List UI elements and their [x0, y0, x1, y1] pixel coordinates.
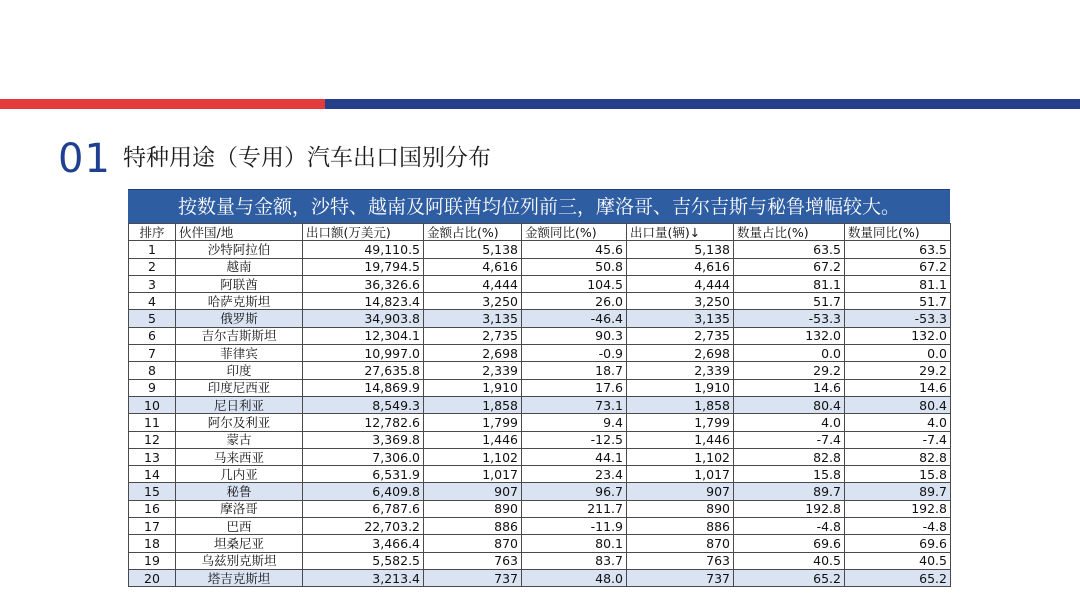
cell-value-yoy: -46.4 [522, 310, 627, 327]
cell-value-yoy: 18.7 [522, 362, 627, 379]
cell-partner: 吉尔吉斯斯坦 [176, 327, 303, 344]
cell-volume-share: 63.5 [734, 241, 845, 258]
cell-value-yoy: 23.4 [522, 466, 627, 483]
table-row [129, 500, 951, 517]
cell-volume-yoy: -7.4 [845, 431, 951, 448]
cell-export-volume: 870 [627, 535, 734, 552]
cell-rank: 18 [129, 535, 176, 552]
cell-volume-yoy: 14.6 [845, 379, 951, 396]
cell-volume-share: 89.7 [734, 483, 845, 500]
table-row [129, 569, 951, 586]
cell-volume-share: 82.8 [734, 448, 845, 465]
cell-value-yoy: 26.0 [522, 293, 627, 310]
cell-volume-yoy: 29.2 [845, 362, 951, 379]
cell-export-volume: 2,339 [627, 362, 734, 379]
cell-export-volume: 1,858 [627, 396, 734, 413]
table-row [129, 535, 951, 552]
cell-rank: 12 [129, 431, 176, 448]
cell-value-share: 1,017 [424, 466, 522, 483]
cell-export-value: 7,306.0 [303, 448, 424, 465]
cell-value-yoy: 73.1 [522, 396, 627, 413]
cell-volume-share: 15.8 [734, 466, 845, 483]
cell-rank: 11 [129, 414, 176, 431]
cell-value-yoy: 45.6 [522, 241, 627, 258]
cell-value-yoy: 90.3 [522, 327, 627, 344]
cell-partner: 阿尔及利亚 [176, 414, 303, 431]
table-row [129, 327, 951, 344]
cell-partner: 马来西亚 [176, 448, 303, 465]
cell-export-value: 36,326.6 [303, 275, 424, 292]
cell-volume-yoy: 15.8 [845, 466, 951, 483]
header-export-volume[interactable]: 出口量(辆)↓ [627, 224, 734, 241]
table-row [129, 466, 951, 483]
export-table [128, 223, 951, 587]
cell-rank: 15 [129, 483, 176, 500]
cell-export-volume: 3,135 [627, 310, 734, 327]
cell-export-volume: 5,138 [627, 241, 734, 258]
cell-volume-yoy: 192.8 [845, 500, 951, 517]
cell-partner: 蒙古 [176, 431, 303, 448]
cell-volume-share: -7.4 [734, 431, 845, 448]
cell-partner: 哈萨克斯坦 [176, 293, 303, 310]
cell-value-share: 4,616 [424, 258, 522, 275]
cell-volume-share: 65.2 [734, 569, 845, 586]
cell-rank: 17 [129, 518, 176, 535]
cell-value-share: 3,135 [424, 310, 522, 327]
cell-partner: 摩洛哥 [176, 500, 303, 517]
cell-value-share: 907 [424, 483, 522, 500]
cell-rank: 19 [129, 552, 176, 569]
cell-rank: 3 [129, 275, 176, 292]
cell-volume-share: 29.2 [734, 362, 845, 379]
cell-value-yoy: -0.9 [522, 345, 627, 362]
cell-export-volume: 1,799 [627, 414, 734, 431]
table-banner: 按数量与金额，沙特、越南及阿联酋均位列前三，摩洛哥、吉尔吉斯与秘鲁增幅较大。 [128, 189, 950, 224]
cell-value-share: 890 [424, 500, 522, 517]
cell-export-value: 6,787.6 [303, 500, 424, 517]
cell-export-volume: 890 [627, 500, 734, 517]
cell-value-share: 2,735 [424, 327, 522, 344]
cell-value-share: 2,339 [424, 362, 522, 379]
cell-export-value: 6,409.8 [303, 483, 424, 500]
table-row [129, 379, 951, 396]
cell-rank: 20 [129, 569, 176, 586]
header-export-value: 出口额(万美元) [303, 224, 424, 241]
cell-value-yoy: 44.1 [522, 448, 627, 465]
cell-export-volume: 2,735 [627, 327, 734, 344]
cell-rank: 9 [129, 379, 176, 396]
cell-volume-share: 192.8 [734, 500, 845, 517]
cell-volume-share: 81.1 [734, 275, 845, 292]
cell-volume-share: 51.7 [734, 293, 845, 310]
table-row [129, 396, 951, 413]
table-row [129, 483, 951, 500]
cell-value-yoy: 48.0 [522, 569, 627, 586]
cell-volume-yoy: 80.4 [845, 396, 951, 413]
cell-value-yoy: 104.5 [522, 275, 627, 292]
cell-export-volume: 907 [627, 483, 734, 500]
cell-export-value: 8,549.3 [303, 396, 424, 413]
cell-rank: 5 [129, 310, 176, 327]
cell-export-value: 3,369.8 [303, 431, 424, 448]
cell-rank: 14 [129, 466, 176, 483]
cell-rank: 1 [129, 241, 176, 258]
cell-partner: 坦桑尼亚 [176, 535, 303, 552]
cell-export-value: 14,869.9 [303, 379, 424, 396]
cell-rank: 6 [129, 327, 176, 344]
cell-export-volume: 1,446 [627, 431, 734, 448]
cell-rank: 8 [129, 362, 176, 379]
cell-export-value: 22,703.2 [303, 518, 424, 535]
cell-export-volume: 763 [627, 552, 734, 569]
cell-export-volume: 737 [627, 569, 734, 586]
cell-volume-yoy: -53.3 [845, 310, 951, 327]
cell-export-value: 14,823.4 [303, 293, 424, 310]
section-number: 01 [58, 136, 111, 182]
cell-volume-yoy: 89.7 [845, 483, 951, 500]
cell-value-share: 1,102 [424, 448, 522, 465]
cell-export-value: 3,466.4 [303, 535, 424, 552]
cell-rank: 2 [129, 258, 176, 275]
cell-volume-yoy: 65.2 [845, 569, 951, 586]
cell-volume-share: -53.3 [734, 310, 845, 327]
cell-export-value: 49,110.5 [303, 241, 424, 258]
header-value-share: 金额占比(%) [424, 224, 522, 241]
cell-value-share: 1,910 [424, 379, 522, 396]
cell-value-yoy: 50.8 [522, 258, 627, 275]
cell-export-value: 34,903.8 [303, 310, 424, 327]
table-row [129, 518, 951, 535]
cell-rank: 7 [129, 345, 176, 362]
cell-volume-share: 40.5 [734, 552, 845, 569]
cell-partner: 秘鲁 [176, 483, 303, 500]
cell-value-share: 5,138 [424, 241, 522, 258]
table-body [129, 241, 951, 587]
cell-volume-yoy: 81.1 [845, 275, 951, 292]
table-row [129, 552, 951, 569]
cell-value-share: 1,858 [424, 396, 522, 413]
header-volume-yoy: 数量同比(%) [845, 224, 951, 241]
table-row [129, 448, 951, 465]
cell-export-volume: 1,017 [627, 466, 734, 483]
cell-volume-share: 80.4 [734, 396, 845, 413]
cell-partner: 俄罗斯 [176, 310, 303, 327]
header-rank: 排序 [129, 224, 176, 241]
cell-partner: 几内亚 [176, 466, 303, 483]
cell-export-volume: 2,698 [627, 345, 734, 362]
header-partner: 伙伴国/地 [176, 224, 303, 241]
cell-rank: 16 [129, 500, 176, 517]
cell-export-value: 5,582.5 [303, 552, 424, 569]
cell-value-share: 870 [424, 535, 522, 552]
cell-export-value: 27,635.8 [303, 362, 424, 379]
cell-partner: 塔吉克斯坦 [176, 569, 303, 586]
cell-export-value: 3,213.4 [303, 569, 424, 586]
cell-value-share: 763 [424, 552, 522, 569]
table-row [129, 345, 951, 362]
cell-export-value: 6,531.9 [303, 466, 424, 483]
cell-value-share: 2,698 [424, 345, 522, 362]
cell-partner: 沙特阿拉伯 [176, 241, 303, 258]
cell-partner: 尼日利亚 [176, 396, 303, 413]
cell-export-volume: 1,102 [627, 448, 734, 465]
cell-value-share: 1,446 [424, 431, 522, 448]
cell-volume-yoy: 0.0 [845, 345, 951, 362]
cell-export-volume: 886 [627, 518, 734, 535]
cell-export-volume: 4,444 [627, 275, 734, 292]
cell-value-yoy: 9.4 [522, 414, 627, 431]
cell-volume-share: 67.2 [734, 258, 845, 275]
cell-export-value: 19,794.5 [303, 258, 424, 275]
cell-volume-yoy: 63.5 [845, 241, 951, 258]
cell-rank: 10 [129, 396, 176, 413]
cell-partner: 印度 [176, 362, 303, 379]
cell-value-yoy: 80.1 [522, 535, 627, 552]
cell-export-value: 12,782.6 [303, 414, 424, 431]
cell-volume-share: 132.0 [734, 327, 845, 344]
cell-volume-share: -4.8 [734, 518, 845, 535]
cell-volume-yoy: 82.8 [845, 448, 951, 465]
cell-value-share: 886 [424, 518, 522, 535]
table-row [129, 293, 951, 310]
header-blue-bar [325, 99, 1080, 109]
cell-rank: 4 [129, 293, 176, 310]
cell-partner: 巴西 [176, 518, 303, 535]
cell-partner: 阿联酋 [176, 275, 303, 292]
cell-export-volume: 3,250 [627, 293, 734, 310]
table-row [129, 362, 951, 379]
table-row [129, 275, 951, 292]
cell-value-yoy: 17.6 [522, 379, 627, 396]
cell-volume-yoy: 51.7 [845, 293, 951, 310]
cell-partner: 印度尼西亚 [176, 379, 303, 396]
cell-volume-share: 14.6 [734, 379, 845, 396]
cell-value-share: 3,250 [424, 293, 522, 310]
table-row [129, 241, 951, 258]
table-row [129, 414, 951, 431]
table-row [129, 310, 951, 327]
cell-volume-yoy: 67.2 [845, 258, 951, 275]
table-header-row [129, 224, 951, 241]
table-row [129, 258, 951, 275]
table-row [129, 431, 951, 448]
cell-value-yoy: -11.9 [522, 518, 627, 535]
cell-value-yoy: 83.7 [522, 552, 627, 569]
cell-volume-share: 0.0 [734, 345, 845, 362]
cell-volume-yoy: 4.0 [845, 414, 951, 431]
cell-volume-yoy: 69.6 [845, 535, 951, 552]
cell-value-share: 1,799 [424, 414, 522, 431]
section-title: 特种用途（专用）汽车出口国别分布 [123, 145, 491, 171]
header-volume-share: 数量占比(%) [734, 224, 845, 241]
header-value-yoy: 金额同比(%) [522, 224, 627, 241]
cell-value-yoy: -12.5 [522, 431, 627, 448]
cell-volume-share: 4.0 [734, 414, 845, 431]
cell-export-value: 10,997.0 [303, 345, 424, 362]
cell-volume-share: 69.6 [734, 535, 845, 552]
cell-value-yoy: 96.7 [522, 483, 627, 500]
cell-value-share: 737 [424, 569, 522, 586]
cell-volume-yoy: -4.8 [845, 518, 951, 535]
cell-partner: 乌兹别克斯坦 [176, 552, 303, 569]
cell-partner: 菲律宾 [176, 345, 303, 362]
cell-volume-yoy: 132.0 [845, 327, 951, 344]
cell-rank: 13 [129, 448, 176, 465]
header-red-bar [0, 99, 325, 109]
cell-partner: 越南 [176, 258, 303, 275]
cell-export-volume: 4,616 [627, 258, 734, 275]
cell-value-yoy: 211.7 [522, 500, 627, 517]
cell-volume-yoy: 40.5 [845, 552, 951, 569]
cell-value-share: 4,444 [424, 275, 522, 292]
cell-export-volume: 1,910 [627, 379, 734, 396]
cell-export-value: 12,304.1 [303, 327, 424, 344]
